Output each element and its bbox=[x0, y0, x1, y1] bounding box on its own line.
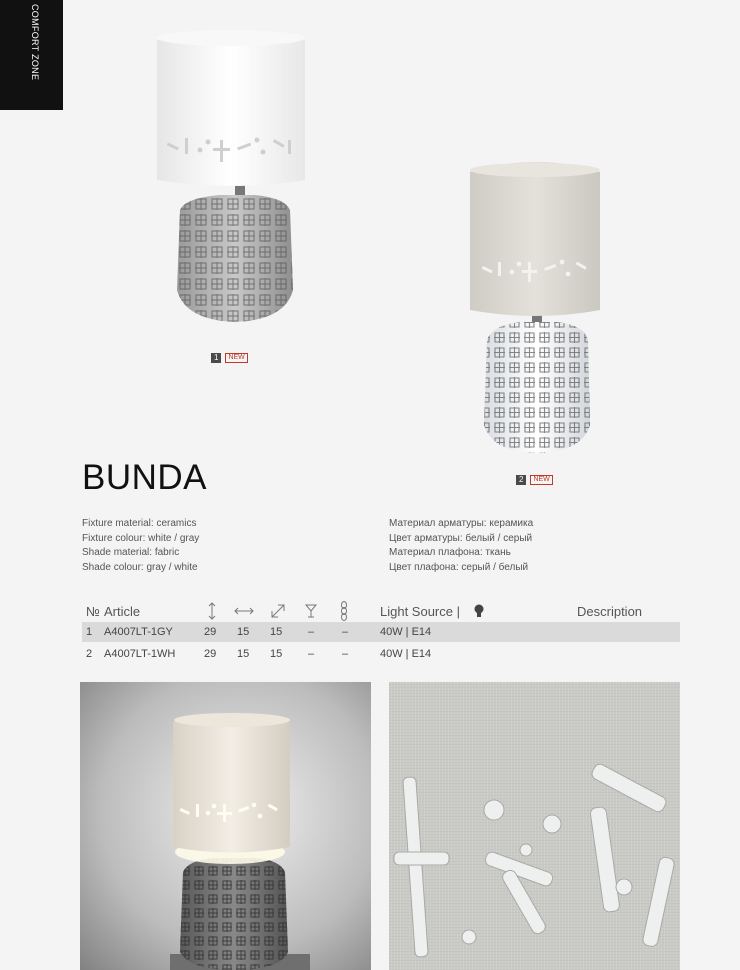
table-row bbox=[82, 644, 680, 664]
product-title: BUNDA bbox=[82, 458, 208, 497]
header-light-source: Light Source | bbox=[380, 604, 460, 619]
bulb-icon bbox=[474, 604, 484, 618]
spec-line: Материал плафона: ткань bbox=[389, 547, 511, 558]
new-badge: NEW bbox=[225, 353, 247, 363]
row-col7: – bbox=[342, 648, 349, 660]
row-height: 29 bbox=[204, 648, 217, 660]
header-article: Article bbox=[104, 604, 141, 619]
header-no: № bbox=[86, 604, 100, 619]
row-diameter: 15 bbox=[270, 648, 283, 660]
width-icon bbox=[234, 606, 254, 616]
badge-1 bbox=[211, 353, 248, 363]
side-tab bbox=[0, 0, 63, 110]
row-no: 2 bbox=[86, 648, 93, 660]
spec-line: Fixture colour: white / gray bbox=[82, 532, 200, 544]
row-height: 29 bbox=[204, 626, 217, 638]
diameter-icon bbox=[270, 603, 286, 619]
header-description: Description bbox=[577, 604, 643, 619]
specs-russian bbox=[389, 517, 533, 575]
row-width: 15 bbox=[237, 648, 250, 660]
specs-english bbox=[82, 517, 199, 575]
new-badge: NEW bbox=[530, 475, 552, 485]
row-light: 40W | E14 bbox=[380, 648, 432, 660]
badge-number: 2 bbox=[516, 475, 526, 485]
badge-2 bbox=[516, 475, 553, 485]
row-col7: – bbox=[342, 626, 349, 638]
spec-line: Цвет плафона: серый / белый bbox=[389, 561, 529, 573]
row-col6: – bbox=[308, 648, 315, 660]
lamp-lit-photo bbox=[80, 682, 371, 970]
table-row bbox=[82, 622, 680, 642]
glass-icon bbox=[304, 603, 318, 619]
height-icon bbox=[206, 602, 218, 620]
spec-line: Shade colour: gray / white bbox=[82, 561, 198, 573]
spec-line: Материал арматуры: керамика bbox=[389, 518, 534, 529]
row-diameter: 15 bbox=[270, 626, 283, 638]
lamp-image-2 bbox=[462, 150, 612, 455]
row-light: 40W | E14 bbox=[380, 626, 432, 638]
row-article: A4007LT-1GY bbox=[104, 626, 173, 638]
side-tab-label: COMFORT ZONE bbox=[30, 4, 40, 81]
spec-line: Цвет арматуры: белый / серый bbox=[389, 532, 533, 544]
spec-line: Shade material: fabric bbox=[82, 547, 180, 558]
fabric-closeup-photo bbox=[389, 682, 680, 970]
row-article: A4007LT-1WH bbox=[104, 648, 176, 660]
row-no: 1 bbox=[86, 626, 93, 638]
badge-number: 1 bbox=[211, 353, 221, 363]
chain-icon bbox=[340, 601, 348, 621]
row-col6: – bbox=[308, 626, 315, 638]
lamp-image-1 bbox=[145, 20, 320, 330]
row-width: 15 bbox=[237, 626, 250, 638]
spec-line: Fixture material: ceramics bbox=[82, 518, 197, 529]
